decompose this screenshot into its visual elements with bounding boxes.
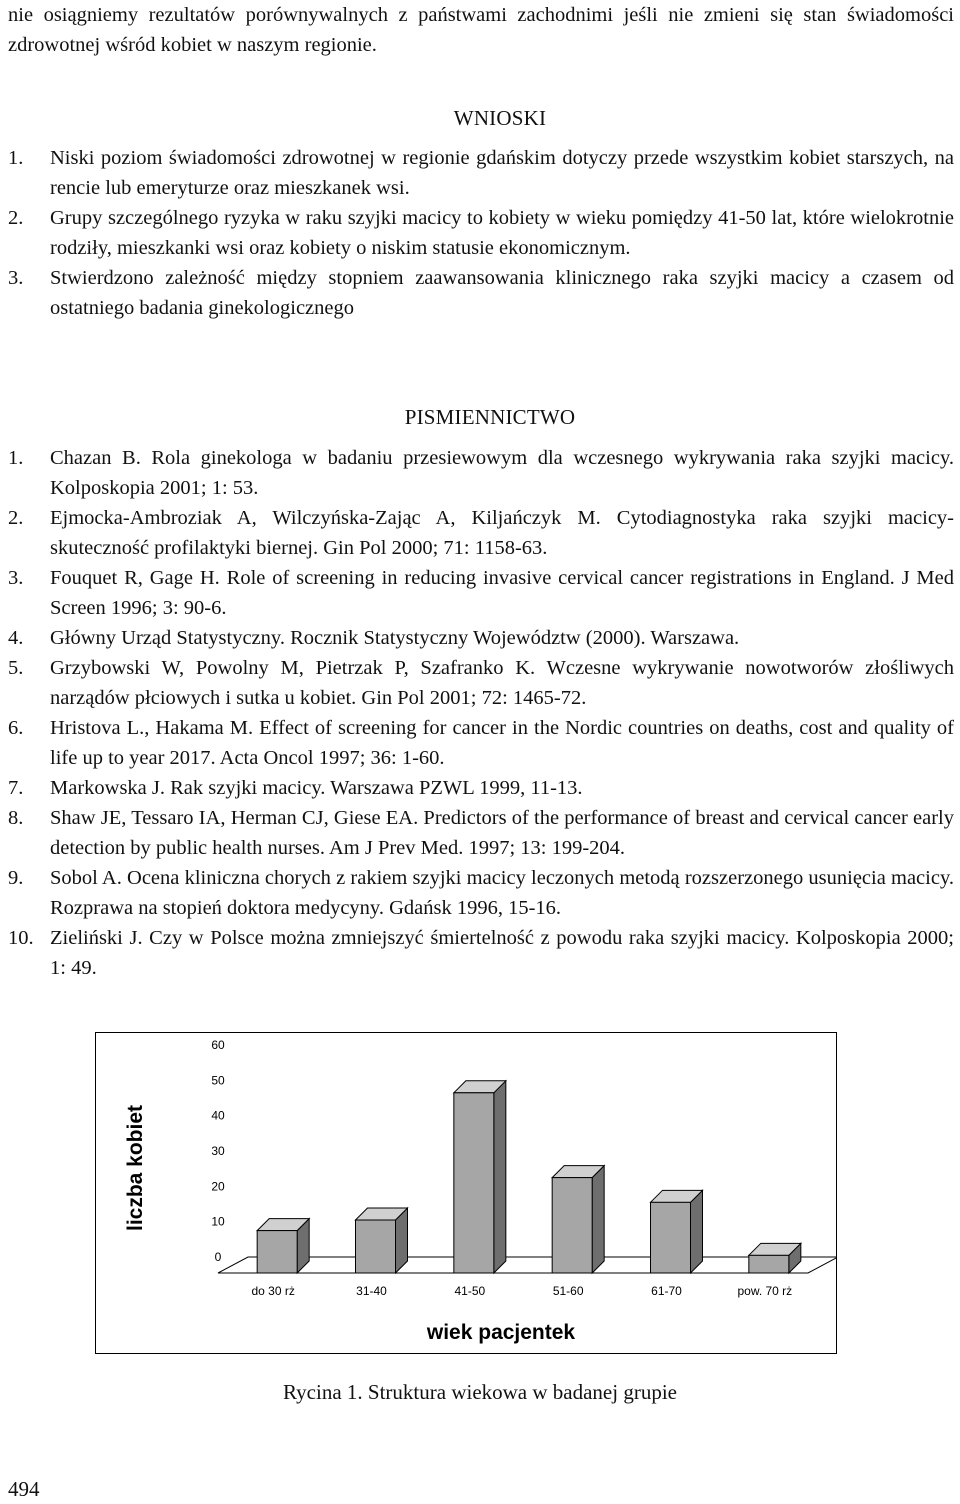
item-text: Stwierdzono zależność między stopniem zaawansowania klinicznego raka szyjki macicy a czasem od ostatniego badania ginekologicznego [50,267,954,319]
item-number: 6. [8,717,24,739]
x-axis-label: wiek pacjentek [426,1321,576,1344]
figure-caption: Rycina 1. Struktura wiekowa w badanej grupie [283,1380,677,1404]
bar [552,1178,592,1273]
reference-item [8,653,954,713]
y-axis-label: liczba kobiet [124,1104,147,1232]
item-text: Grupy szczególnego ryzyka w raku szyjki macicy to kobiety w wieku pomiędzy 41-50 lat, które wielokrotnie rodziły, mieszkanki wsi oraz kobiety o niskim statusie ekonomicznym. [50,207,954,259]
item-number: 7. [8,777,24,799]
age-structure-chart [95,1032,837,1354]
y-tick-label: 10 [211,1214,225,1229]
y-tick-label: 50 [211,1073,225,1088]
page-number: 494 [8,1477,40,1501]
item-number: 5. [8,657,24,679]
x-tick-label: 61-70 [651,1284,682,1298]
item-number: 2. [8,507,24,529]
reference-item [8,923,954,983]
conclusions-list [8,143,954,323]
conclusions-heading: WNIOSKI [453,106,547,130]
item-text: Zieliński J. Czy w Polsce można zmniejszyć śmiertelność z powodu raka szyjki macicy. Kolposkopia 2000; 1: 49. [50,927,954,979]
y-tick-label: 30 [211,1144,225,1158]
item-number: 9. [8,867,24,889]
intro-text: nie osiągniemy rezultatów porównywalnych z państwami zachodnimi jeśli nie zmieni się stan świadomości zdrowotnej wśród kobiet w naszym regionie. [8,4,954,56]
bar [454,1093,494,1273]
item-text: Ejmocka-Ambroziak A, Wilczyńska-Zając A, Kiljańczyk M. Cytodiagnostyka raka szyjki macicy- skuteczność profilaktyki biernej. Gin Pol 2000; 71: 1158-63. [50,507,954,559]
chart-floor [218,1257,836,1273]
item-text: Shaw JE, Tessaro IA, Herman CJ, Giese EA. Predictors of the performance of breast and cervical cancer early detection by public health nurses. Am J Prev Med. 1997; 13: 199-204. [50,807,954,859]
item-text: Sobol A. Ocena kliniczna chorych z rakiem szyjki macicy leczonych metodą rozszerzonego usunięcia macicy. Rozprawa na stopień doktora medycyny. Gdańsk 1996, 15-16. [50,867,954,919]
conclusion-item [8,143,954,203]
item-number: 3. [8,267,24,289]
item-text: Grzybowski W, Powolny M, Pietrzak P, Szafranko K. Wczesne wykrywanie nowotworów złośliwych narządów płciowych i sutka u kobiet. Gin Pol 2001; 72: 1465-72. [50,657,954,709]
y-tick-label: 0 [214,1250,222,1264]
intro-paragraph [8,0,954,60]
y-tick-label: 60 [211,1038,225,1052]
reference-item [8,503,954,563]
item-text: Hristova L., Hakama M. Effect of screening for cancer in the Nordic countries on deaths, cost and quality of life up to year 2017. Acta Oncol 1997; 36: 1-60. [50,717,954,769]
bar-side [691,1190,703,1273]
item-number: 2. [8,207,24,229]
bar [651,1202,691,1273]
bar-chart-svg [96,1033,836,1353]
bar [749,1255,789,1273]
bar [257,1231,297,1273]
references-list [8,443,954,983]
item-text: Fouquet R, Gage H. Role of screening in reducing invasive cervical cancer registrations in England. J Med Screen 1996; 3: 90-6. [50,567,954,619]
x-tick-label: 51-60 [552,1284,584,1298]
item-text: Główny Urząd Statystyczny. Rocznik Statystyczny Województw (2000). Warszawa. [50,627,740,649]
item-number: 1. [8,147,24,169]
bar [356,1220,396,1273]
x-tick-label: 41-50 [454,1284,486,1298]
reference-item [8,563,954,623]
reference-item [8,443,954,503]
conclusion-item [8,263,954,323]
reference-item [8,713,954,773]
bar-side [494,1081,506,1273]
item-number: 3. [8,567,24,589]
item-text: Markowska J. Rak szyjki macicy. Warszawa PZWL 1999, 11-13. [50,777,583,799]
item-number: 1. [8,447,24,469]
item-number: 8. [8,807,24,829]
reference-item [8,773,954,803]
item-number: 10. [8,927,34,949]
x-tick-label: do 30 rż [251,1284,295,1298]
item-number: 4. [8,627,24,649]
reference-item [8,623,954,653]
reference-item [8,863,954,923]
references-heading: PISMIENNICTWO [404,405,576,429]
bar-side [592,1166,604,1273]
y-tick-label: 40 [211,1108,225,1123]
item-text: Chazan B. Rola ginekologa w badaniu przesiewowym dla wczesnego wykrywania raka szyjki macicy. Kolposkopia 2001; 1: 53. [50,447,954,499]
x-tick-label: 31-40 [356,1284,387,1298]
x-tick-label: pow. 70 rż [737,1284,793,1298]
item-text: Niski poziom świadomości zdrowotnej w regionie gdańskim dotyczy przede wszystkim kobiet starszych, na rencie lub emeryturze oraz mieszkanek wsi. [50,147,954,199]
conclusion-item [8,203,954,263]
reference-item [8,803,954,863]
y-tick-label: 20 [211,1179,225,1194]
